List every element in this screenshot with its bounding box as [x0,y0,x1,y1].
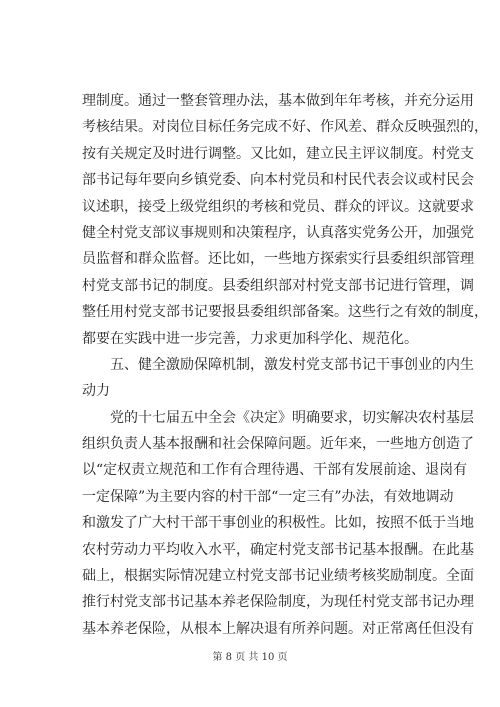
document-body [82,88,488,642]
text-line: 以“定权责立规范和工作有合理待遇、干部有发展前途、退岗有 [82,462,468,479]
text-line: 员监督和群众监督。还比如，一些地方探索实行县委组织部管理 [82,251,474,268]
text-line: 都要在实践中进一步完善，力求更加科学化、规范化。 [82,330,418,347]
text-line: 农村劳动力平均收入水平，确定村党支部书记基本报酬。在此基 [82,541,474,558]
page-footer: 第 8 页 共 10 页 [212,652,288,663]
text-line: 党的十七届五中全会《决定》明确要求，切实解决农村基层 [82,409,474,426]
text-line: 动力 [82,383,110,400]
text-line: 和激发了广大村干部干事创业的积极性。比如，按照不低于当地 [82,515,474,532]
text-line: 整任用村党支部书记要报县委组织部备案。这些行之有效的制度， [82,304,488,321]
text-line: 推行村党支部书记基本养老保险制度，为现任村党支部书记办理 [82,594,474,611]
text-line: 议述职，接受上级党组织的考核和党员、群众的评议。这就要求 [82,198,474,215]
text-line: 按有关规定及时进行调整。又比如，建立民主评议制度。村党支 [82,145,474,162]
text-line: 村党支部书记的制度。县委组织部对村党支部书记进行管理，调 [82,277,474,294]
text-line: 考核结果。对岗位目标任务完成不好、作风差、群众反映强烈的， [82,119,488,136]
text-line: 础上，根据实际情况建立村党支部书记业绩考核奖励制度。全面 [82,568,474,585]
text-line: 部书记每年要向乡镇党委、向本村党员和村民代表会议或村民会 [82,172,474,189]
text-line: 五、健全激励保障机制，激发村党支部书记干事创业的内生 [82,356,474,373]
text-line: 一定保障”为主要内容的村干部“一定三有”办法，有效地调动 [82,488,454,505]
text-line: 基本养老保险，从根本上解决退有所养问题。对正常离任但没有 [82,620,474,637]
text-line: 组织负责人基本报酬和社会保障问题。近年来，一些地方创造了 [82,436,474,453]
text-line: 理制度。通过一整套管理办法，基本做到年年考核，并充分运用 [82,93,474,109]
text-line: 健全村党支部议事规则和决策程序，认真落实党务公开，加强党 [82,224,474,241]
